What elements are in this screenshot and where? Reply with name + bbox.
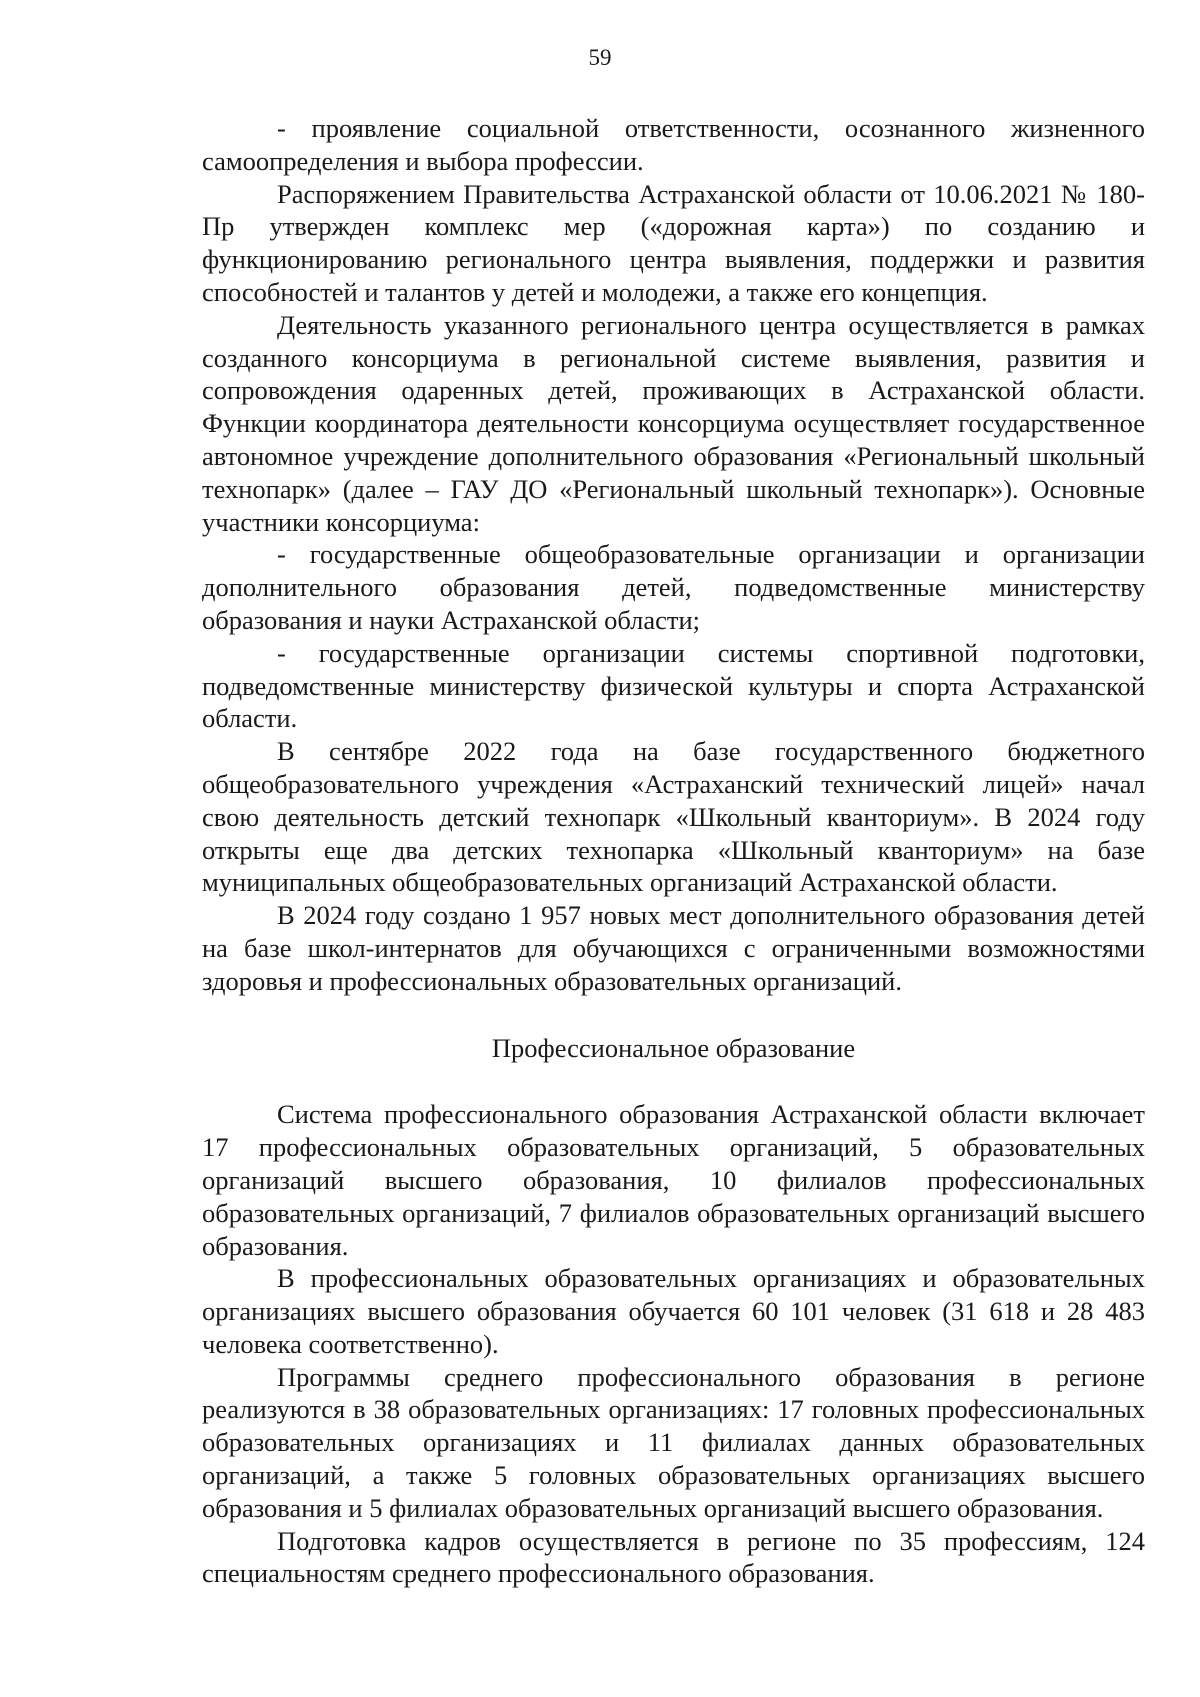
paragraph: - государственные общеобразовательные организации и организации дополнительного образования детей, подведомственные министерству образования и науки Астраханской области;: [202, 539, 1145, 635]
paragraph: Деятельность указанного регионального центра осуществляется в рамках созданного консорциума в региональной системе выявления, развития и сопровождения одаренных детей, проживающих в Астраханской области. Функции координатора деятельности консорциума осуществляет государственное автономное учреждение дополнительного образования «Региональный школьный технопарк» (далее – ГАУ ДО «Региональный школьный технопарк»). Основные участники консорциума:: [202, 309, 1145, 537]
paragraph: В профессиональных образовательных организациях и образовательных организациях высшего образования обучается 60 101 человек (31 618 и 28 483 человека соответственно).: [202, 1263, 1145, 1359]
paragraph: - государственные организации системы спортивной подготовки, подведомственные министерству физической культуры и спорта Астраханской области.: [202, 637, 1145, 734]
paragraph: В сентябре 2022 года на базе государственного бюджетного общеобразовательного учреждения «Астраханский технический лицей» начал свою деятельность детский технопарк «Школьный кванториум». В 2024 году открыты еще два детских технопарка «Школьный кванториум» на базе муниципальных общеобразовательных организаций Астраханской области.: [202, 736, 1145, 898]
paragraph: Распоряжением Правительства Астраханской области от 10.06.2021 № 180-Пр утвержден комплекс мер («дорожная карта») по созданию и функционированию регионального центра выявления, поддержки и развития способностей и талантов у детей и молодежи, а также его концепция.: [202, 178, 1145, 307]
paragraph: Система профессионального образования Астраханской области включает 17 профессиональных образовательных организаций, 5 образовательных организаций высшего образования, 10 филиалов профессиональных образовательных организаций, 7 филиалов образовательных организаций высшего образования.: [202, 1099, 1145, 1261]
paragraph: В 2024 году создано 1 957 новых мест дополнительного образования детей на базе школ-интернатов для обучающихся с ограниченными возможностями здоровья и профессиональных образовательных организаций.: [202, 900, 1145, 996]
section-title: Профессиональное образование: [491, 1032, 856, 1063]
paragraph: Программы среднего профессионального образования в регионе реализуются в 38 образовательных организациях: 17 головных профессиональных образовательных организациях и 11 филиалах данных образовательных организаций, а также 5 головных образовательных организациях высшего образования и 5 филиалах образовательных организаций высшего образования.: [202, 1361, 1145, 1523]
page-number: 59: [588, 45, 612, 70]
paragraph: - проявление социальной ответственности, осознанного жизненного самоопределения и выбора профессии.: [202, 113, 1145, 176]
paragraph: Подготовка кадров осуществляется в регионе по 35 профессиям, 124 специальностям среднего профессионального образования.: [202, 1525, 1145, 1589]
document-body: [202, 112, 1145, 1590]
